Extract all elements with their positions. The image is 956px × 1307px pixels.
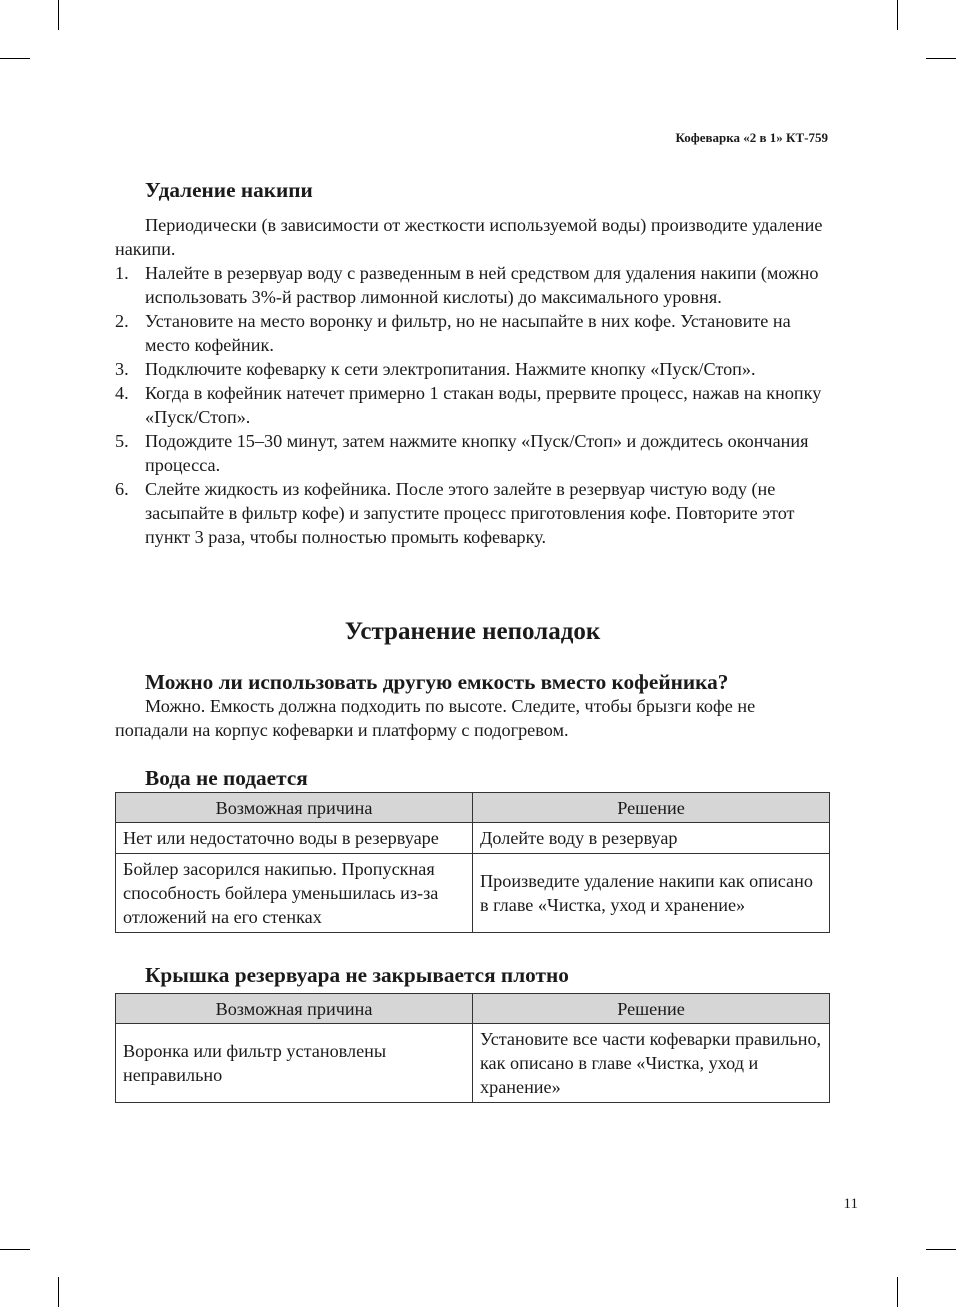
crop-mark-top-right-vertical (897, 0, 898, 30)
solution-cell: Произведите удаление накипи как описано в главе «Чистка, уход и хранение» (473, 854, 830, 933)
column-header-cause: Возможная причина (116, 793, 473, 823)
crop-mark-bottom-right-vertical (897, 1277, 898, 1307)
step-text: Когда в кофейник натечет примерно 1 стакан воды, прервите процесс, нажав на кнопку «Пуск/Стоп». (145, 383, 822, 427)
descaling-intro: Периодически (в зависимости от жесткости используемой воды) производите удаление накипи. (115, 215, 823, 259)
step-number: 4. (115, 383, 129, 403)
list-item (115, 381, 830, 429)
crop-mark-bottom-right-horizontal (926, 1249, 956, 1250)
step-text: Налейте в резервуар воду с разведенным в ней средством для удаления накипи (можно использовать 3%-й раствор лимонной кислоты) до максимального уровня. (145, 263, 819, 307)
crop-mark-top-left-horizontal (0, 58, 30, 59)
step-number: 1. (115, 263, 129, 283)
table-row (116, 823, 830, 854)
troubleshooting-title: Устранение неполадок (344, 618, 601, 645)
list-item (115, 309, 830, 357)
list-item (115, 477, 830, 549)
step-text: Подождите 15–30 минут, затем нажмите кнопку «Пуск/Стоп» и дождитесь окончания процесса. (145, 431, 809, 475)
running-head: Кофеварка «2 в 1» КТ-759 (675, 130, 828, 145)
solution-cell: Установите все части кофеварки правильно, как описано в главе «Чистка, уход и хранение» (473, 1024, 830, 1103)
column-header-solution: Решение (473, 793, 830, 823)
table-row (116, 1024, 830, 1103)
solution-cell: Долейте воду в резервуар (473, 823, 830, 854)
crop-mark-bottom-left-horizontal (0, 1249, 30, 1250)
troubleshooting-section (115, 617, 830, 1103)
step-text: Подключите кофеварку к сети электропитания. Нажмите кнопку «Пуск/Стоп». (145, 359, 756, 379)
faq-answer: Можно. Емкость должна подходить по высоте. Следите, чтобы брызги кофе не попадали на корпус кофеварки и платформу с подогревом. (115, 696, 756, 740)
troubleshooting-table-water (115, 792, 830, 933)
cause-cell: Нет или недостаточно воды в резервуаре (116, 823, 473, 854)
step-number: 2. (115, 311, 129, 331)
column-header-cause: Возможная причина (116, 994, 473, 1024)
list-item (115, 429, 830, 477)
table-title-lid: Крышка резервуара не закрывается плотно (145, 963, 569, 987)
list-item (115, 261, 830, 309)
table-header-row (116, 994, 830, 1024)
step-text: Слейте жидкость из кофейника. После этого залейте в резервуар чистую воду (не засыпайте в фильтр кофе) и запустите процесс приготовления кофе. Повторите этот пункт 3 раза, чтобы полностью промыть кофеварку. (145, 479, 795, 547)
cause-cell: Бойлер засорился накипью. Пропускная способность бойлера уменьшилась из-за отложений на его стенках (116, 854, 473, 933)
step-text: Установите на место воронку и фильтр, но не насыпайте в них кофе. Установите на место кофейник. (145, 311, 791, 355)
crop-mark-bottom-left-vertical (58, 1277, 59, 1307)
list-item (115, 357, 830, 381)
table-title-water: Вода не подается (145, 766, 308, 790)
step-number: 5. (115, 431, 129, 451)
descaling-section (115, 178, 830, 549)
crop-mark-top-right-horizontal (926, 58, 956, 59)
page-number: 11 (843, 1196, 858, 1212)
descaling-title: Удаление накипи (145, 178, 313, 202)
faq-question: Можно ли использовать другую емкость вместо кофейника? (145, 670, 729, 694)
cause-cell: Воронка или фильтр установлены неправильно (116, 1024, 473, 1103)
troubleshooting-table-lid (115, 993, 830, 1103)
table-row (116, 854, 830, 933)
table-header-row (116, 793, 830, 823)
step-number: 6. (115, 479, 129, 499)
step-number: 3. (115, 359, 129, 379)
page-content (115, 178, 830, 1103)
crop-mark-top-left-vertical (58, 0, 59, 30)
column-header-solution: Решение (473, 994, 830, 1024)
descaling-steps (115, 261, 830, 549)
